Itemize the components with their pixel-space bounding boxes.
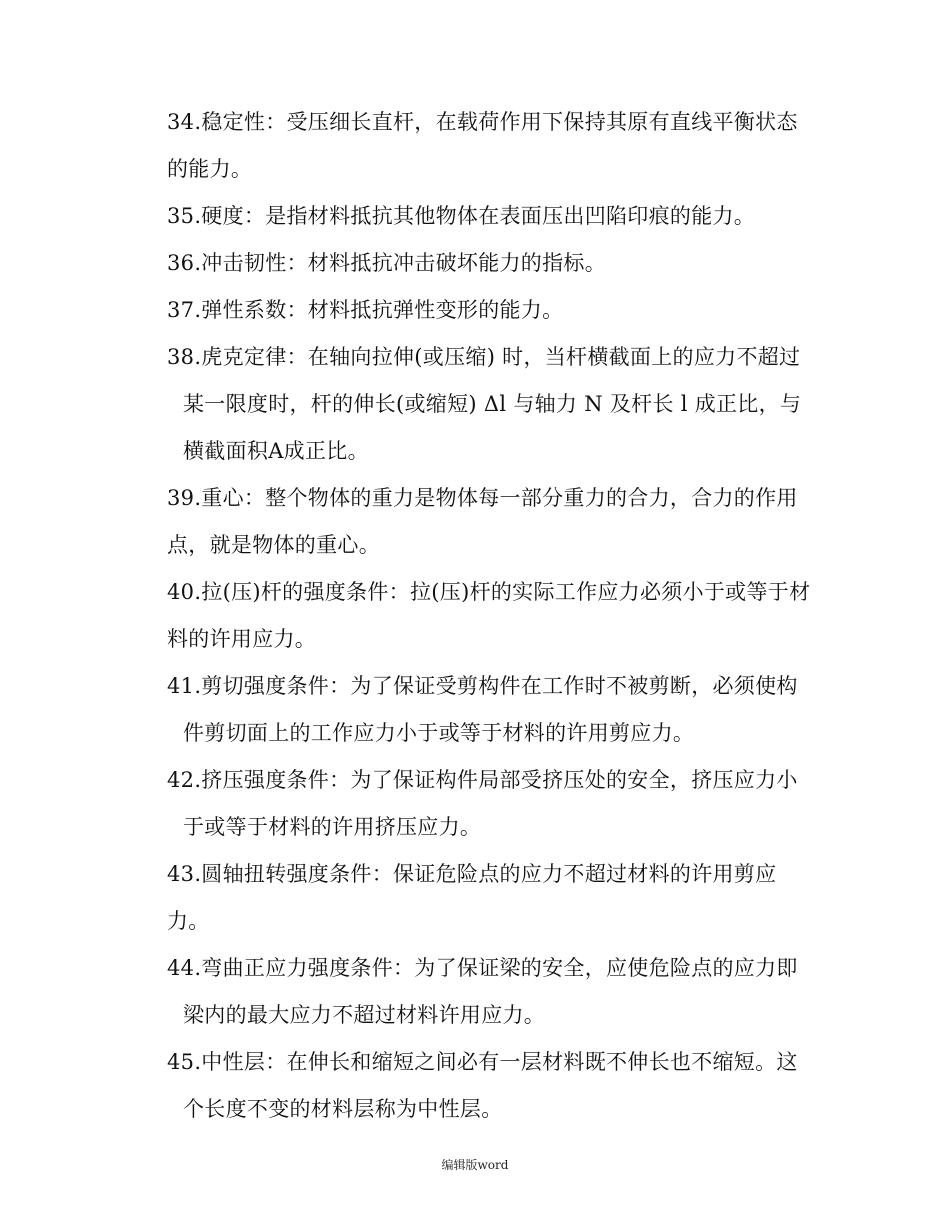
- entry-35: 35.硬度：是指材料抵抗其他物体在表面压出凹陷印痕的能力。: [167, 204, 756, 228]
- entry-38: 38.虎克定律：在轴向拉伸(或压缩) 时，当杆横截面上的应力不超过某一限度时，杆的伸长(或缩短) Δl 与轴力 N 及杆长 l 成正比，与横截面积A成正比。: [167, 345, 802, 463]
- entry-45: 45.中性层：在伸长和缩短之间必有一层材料既不伸长也不缩短。这个长度不变的材料层称为中性层。: [167, 1050, 798, 1121]
- entry-39: 39.重心：整个物体的重力是物体每一部分重力的合力，合力的作用点，就是物体的重心。: [167, 486, 798, 557]
- entry-44: 44.弯曲正应力强度条件：为了保证梁的安全，应使危险点的应力即梁内的最大应力不超过材料许用应力。: [167, 956, 798, 1027]
- entry-42: 42.挤压强度条件：为了保证构件局部受挤压处的安全，挤压应力小于或等于材料的许用挤压应力。: [167, 768, 798, 839]
- entry-43: 43.圆轴扭转强度条件：保证危险点的应力不超过材料的许用剪应力。: [167, 862, 777, 933]
- entry-34: 34.稳定性：受压细长直杆，在载荷作用下保持其原有直线平衡状态的能力。: [167, 110, 798, 181]
- entry-37: 37.弹性系数：材料抵抗弹性变形的能力。: [167, 298, 564, 322]
- page-footer: 编辑版word: [441, 1158, 509, 1172]
- entry-41: 41.剪切强度条件：为了保证受剪构件在工作时不被剪断，必须使构件剪切面上的工作应力小于或等于材料的许用剪应力。: [167, 674, 798, 745]
- entry-40: 40.拉(压)杆的强度条件：拉(压)杆的实际工作应力必须小于或等于材料的许用应力。: [167, 580, 811, 651]
- definitions-list: [167, 99, 817, 1133]
- entry-36: 36.冲击韧性：材料抵抗冲击破坏能力的指标。: [167, 251, 606, 275]
